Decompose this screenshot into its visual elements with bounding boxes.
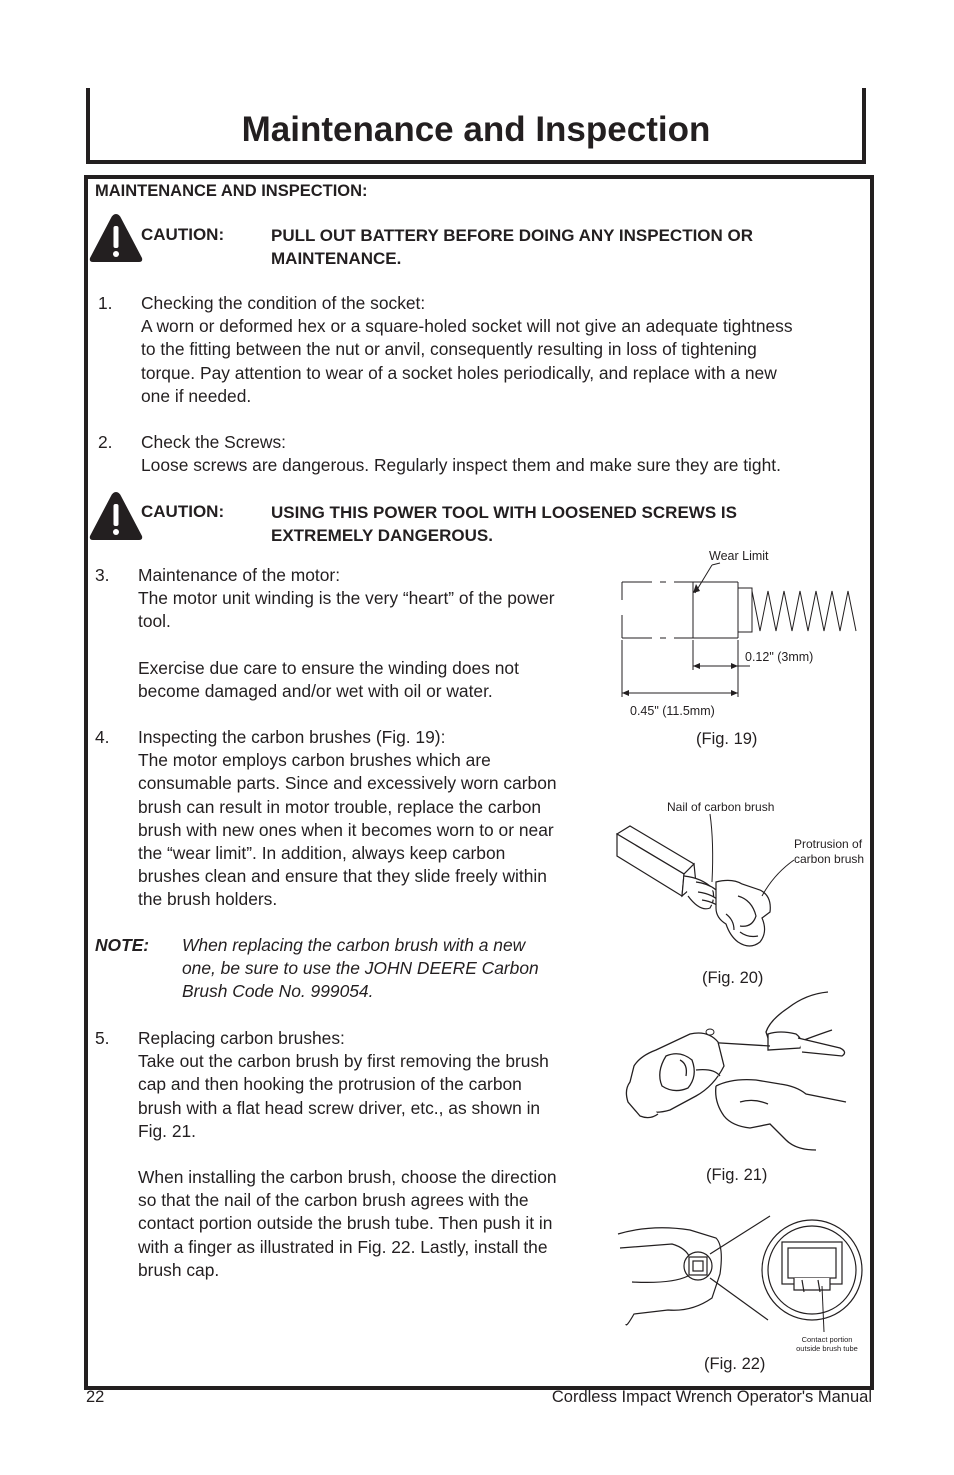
caution-label: CAUTION: [141,225,225,244]
item-line: contact portion outside the brush tube. Then push it in [138,1213,553,1234]
note-text [182,934,602,1004]
item-line: The motor employs carbon brushes which are [138,750,491,771]
item-line: one if needed. [141,385,252,406]
caution-text [271,501,831,547]
caution-text-line: USING THIS POWER TOOL WITH LOOSENED SCREWS IS [271,503,737,522]
item-heading: Checking the condition of the socket: [141,293,426,313]
note-line: When replacing the carbon brush with a new [182,935,526,955]
caution-text [271,224,831,270]
warning-triangle-icon [88,212,144,264]
item-screws [141,431,865,477]
note-line: Brush Code No. 999054. [182,981,374,1002]
section-heading: MAINTENANCE AND INSPECTION: [95,182,368,200]
item-line: brush with new ones when it becomes worn to or near [138,819,554,840]
fig19-caption: (Fig. 19) [696,730,758,748]
item-line: cap and then hooking the protrusion of the carbon [138,1074,522,1095]
item-number: 3. [95,565,110,585]
item-line: brush can result in motor trouble, replace the carbon [138,796,542,817]
item-line: brush cap. [138,1259,220,1280]
item-heading: Inspecting the carbon brushes (Fig. 19): [138,727,446,747]
warning-triangle-icon [88,490,144,542]
item-line: Take out the carbon brush by first removing the brush [138,1051,549,1072]
item-carbon-brushes [138,726,604,912]
fig19-dim-small: 0.12" (3mm) [745,650,814,664]
fig21-brush-removal-illustration [620,990,860,1160]
fig20-protrusion-line: Protrusion of [794,837,863,851]
fig20-carbon-brush-illustration [612,812,865,957]
fig20-protrusion-line: carbon brush [794,852,865,866]
fig20-caption: (Fig. 20) [702,969,764,987]
item-line: torque. Pay attention to wear of a socket holes periodically, and replace with a new [141,362,777,383]
manual-title: Cordless Impact Wrench Operator's Manual [551,1388,872,1406]
item-line: the brush holders. [138,889,278,910]
caution-text-line: PULL OUT BATTERY BEFORE DOING ANY INSPECTION OR [271,226,754,245]
item-line: tool. [138,611,171,632]
item-number: 4. [95,727,110,747]
fig20-protrusion-label [794,837,864,867]
item-line: the “wear limit”. In addition, always keep carbon [138,843,506,864]
item-line: brush with a flat head screw driver, etc., as shown in [138,1097,541,1118]
fig20-nail-label: Nail of carbon brush [667,800,775,814]
item-number: 2. [98,432,113,452]
fig22-contact-line: outside brush tube [796,1344,858,1353]
caution-text-line: EXTREMELY DANGEROUS. [271,526,493,546]
page-number: 22 [86,1388,105,1406]
item-line: When installing the carbon brush, choose the direction [138,1167,557,1188]
note-label: NOTE: [95,935,150,955]
item-line: to the fitting between the nut or anvil, consequently resulting in loss of tightening [141,339,757,360]
fig22-caption: (Fig. 22) [704,1355,766,1373]
fig19-wear-limit-diagram [612,545,870,725]
item-line: become damaged and/or wet with oil or water. [138,680,493,701]
fig19-wear-limit-label: Wear Limit [709,549,769,563]
page-title: Maintenance and Inspection [241,110,711,149]
item-line: Exercise due care to ensure the winding does not [138,657,519,678]
item-number: 1. [98,293,113,313]
item-heading: Replacing carbon brushes: [138,1028,345,1048]
item-line: A worn or deformed hex or a square-holed socket will not give an adequate tightness [141,316,793,337]
fig22-brush-install-illustration [612,1204,864,1356]
caution-label: CAUTION: [141,502,225,521]
fig19-dim-large: 0.45" (11.5mm) [630,704,715,718]
fig22-contact-line: Contact portion [801,1335,853,1344]
item-line: brushes clean and ensure that they slide freely within [138,866,547,887]
item-line: Fig. 21. [138,1120,196,1141]
item-line: so that the nail of the carbon brush agrees with the [138,1190,529,1211]
fig22-contact-label [791,1335,863,1353]
item-heading: Maintenance of the motor: [138,565,341,585]
item-line: Loose screws are dangerous. Regularly inspect them and make sure they are tight. [141,455,781,476]
note-line: one, be sure to use the JOHN DEERE Carbon [182,958,539,979]
item-motor [138,564,604,703]
item-line: consumable parts. Since and excessively worn carbon [138,773,557,794]
item-line: The motor unit winding is the very “heart” of the power [138,588,555,609]
item-heading: Check the Screws: [141,432,286,452]
item-line: with a finger as illustrated in Fig. 22. Lastly, install the [138,1236,548,1257]
item-number: 5. [95,1028,110,1048]
item-replace-brushes [138,1027,604,1282]
item-socket [141,292,865,408]
fig21-caption: (Fig. 21) [706,1166,768,1184]
caution-text-line: MAINTENANCE. [271,249,402,269]
